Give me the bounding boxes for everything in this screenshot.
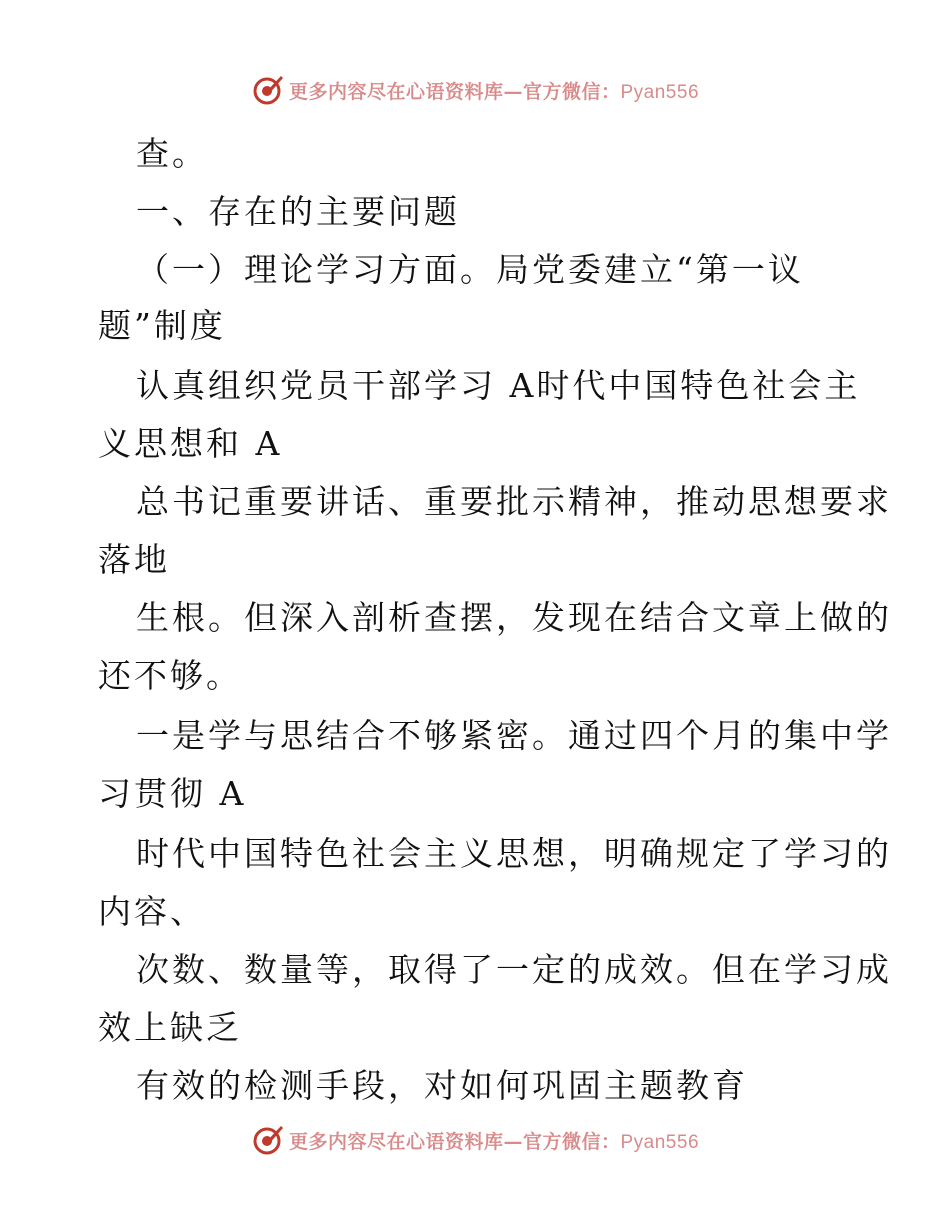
text-line: 时代中国特色社会主义思想，明确规定了学习的 — [136, 834, 892, 873]
section-heading: 一、存在的主要问题 — [136, 192, 460, 231]
text-line: 内容、 — [98, 892, 206, 931]
text-line: 习贯彻 A — [98, 774, 247, 813]
quill-logo-icon — [251, 73, 285, 107]
text-line: 题”制度 — [98, 306, 226, 345]
watermark-handle: Pyan556 — [620, 1131, 700, 1153]
text-line: 还不够。 — [98, 656, 242, 695]
text-line: 查。 — [136, 134, 208, 173]
text-line: 效上缺乏 — [98, 1008, 242, 1047]
watermark-text: 更多内容尽在心语资料库—官方微信：Pyan556 — [288, 1130, 700, 1153]
header-watermark — [0, 70, 950, 110]
text-line: 生根。但深入剖析查摆，发现在结合文章上做的 — [136, 598, 892, 637]
text-line: 义思想和 A — [98, 424, 283, 463]
watermark-text: 更多内容尽在心语资料库—官方微信：Pyan556 — [288, 80, 700, 103]
text-line: 总书记重要讲话、重要批示精神，推动思想要求 — [136, 482, 892, 521]
text-line: 认真组织党员干部学习 A时代中国特色社会主 — [136, 366, 861, 405]
text-line: 有效的检测手段，对如何巩固主题教育 — [136, 1066, 748, 1105]
text-line: 次数、数量等，取得了一定的成效。但在学习成 — [136, 950, 892, 989]
text-line: （一）理论学习方面。局党委建立“第一议 — [136, 250, 804, 289]
text-line: 一是学与思结合不够紧密。通过四个月的集中学 — [136, 716, 892, 755]
quill-logo-icon — [251, 1123, 285, 1157]
watermark-handle: Pyan556 — [620, 81, 700, 103]
footer-watermark — [0, 1120, 950, 1160]
text-line: 落地 — [98, 540, 170, 579]
